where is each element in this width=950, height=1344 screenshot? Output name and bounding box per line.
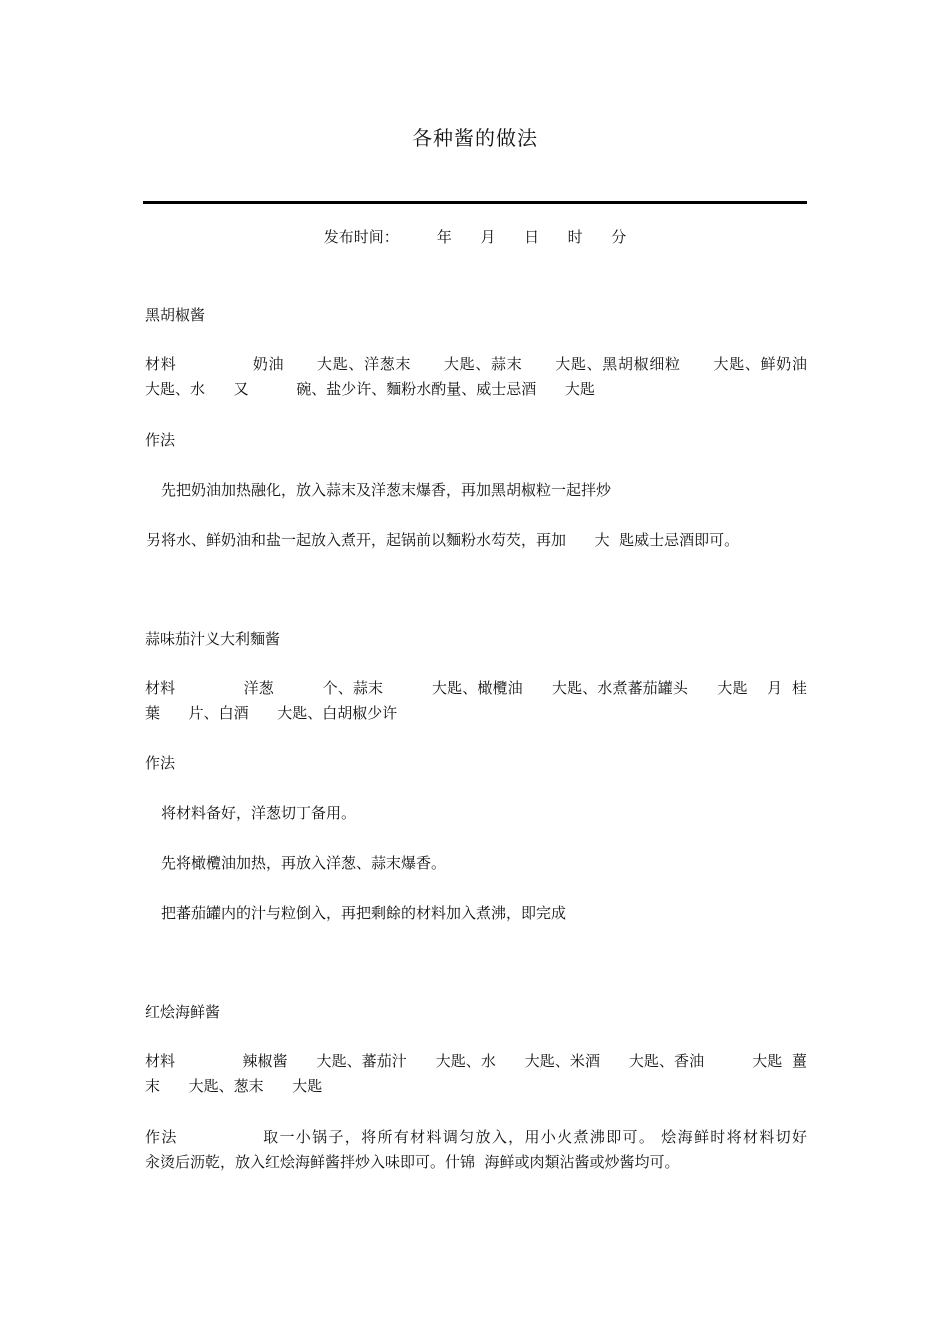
section-heading: 蒜味茄汁义大利麵酱 [145,630,281,648]
page-title: 各种酱的做法 [412,126,538,150]
materials-paragraph [145,676,807,726]
publish-time: 发布时间： 年 月 日 时 分 [323,228,627,246]
materials-line: 材料 辣椒酱 大匙、蕃茄汁 大匙、水 大匙、米酒 大匙、香油 大匙 薑 [145,1052,807,1070]
method-line: 汆烫后沥乾，放入红烩海鲜酱拌炒入味即可。什锦 海鲜或肉類沾酱或炒酱均可。 [145,1153,680,1171]
materials-line: 葉 片、白酒 大匙、白胡椒少许 [145,704,398,722]
materials-line: 大匙、水 又 碗、盐少许、麵粉水酌量、威士忌酒 大匙 [145,380,595,398]
method-step: 把蕃茄罐内的汁与粒倒入，再把剩餘的材料加入煮沸，即完成 [161,904,567,922]
method-label: 作法 [145,754,176,772]
materials-line: 材料 洋葱 个、蒜末 大匙、橄欖油 大匙、水煮蕃茄罐头 大匙 月 桂 [145,679,807,697]
method-paragraph [145,1125,807,1175]
title-divider [143,201,807,204]
section-heading: 黑胡椒酱 [145,306,206,324]
method-label: 作法 [145,431,176,449]
method-step: 将材料备好，洋葱切丁备用。 [161,804,357,822]
materials-line: 末 大匙、葱末 大匙 [145,1077,323,1095]
section-heading: 红烩海鲜酱 [145,1003,221,1021]
method-step: 先将橄欖油加热，再放入洋葱、蒜末爆香。 [161,854,447,872]
materials-paragraph [145,352,807,402]
method-step: 另将水、鲜奶油和盐一起放入煮开，起锅前以麵粉水芶芡，再加 大 匙威士忌酒即可。 [146,531,740,549]
method-step: 先把奶油加热融化，放入蒜末及洋葱末爆香，再加黑胡椒粒一起拌炒 [161,481,612,499]
materials-paragraph [145,1049,807,1099]
method-line: 作法 取一小锅子，将所有材料调匀放入，用小火煮沸即可。 烩海鲜时将材料切好 [145,1128,807,1146]
materials-line: 材料 奶油 大匙、洋葱末 大匙、蒜末 大匙、黑胡椒细粒 大匙、鲜奶油 [145,355,807,373]
